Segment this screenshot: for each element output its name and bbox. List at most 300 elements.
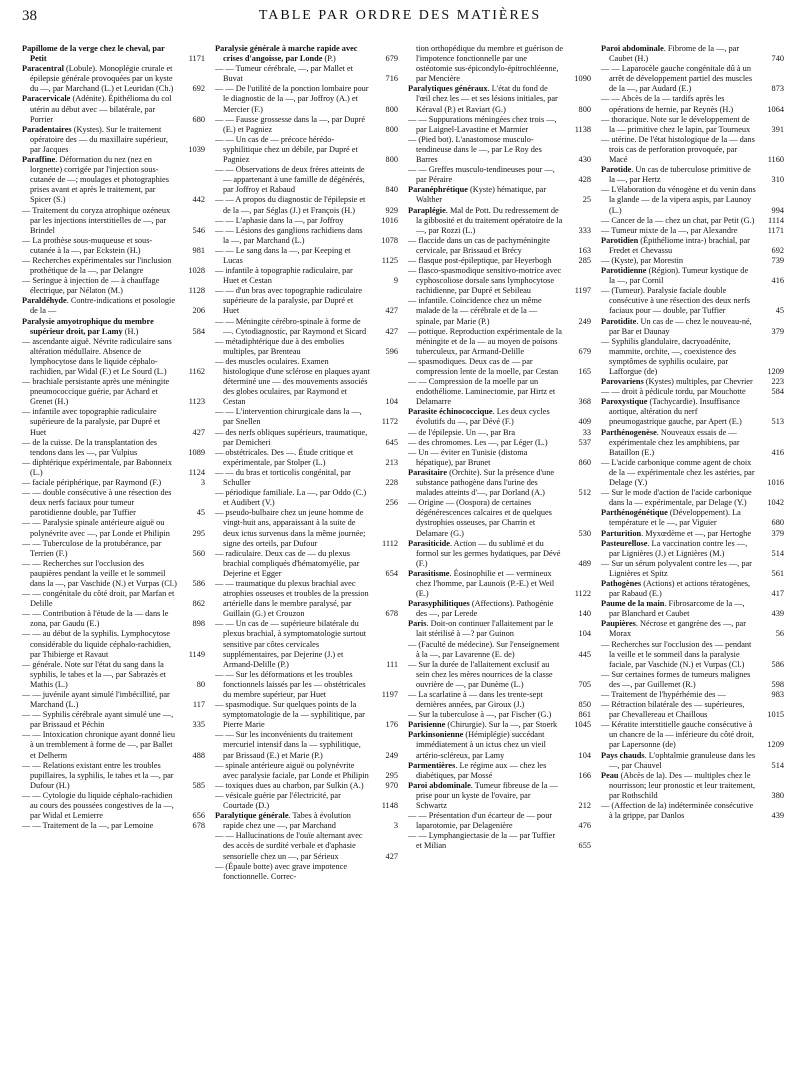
index-entry-page: 56 xyxy=(775,629,784,639)
index-entry-page: 1042 xyxy=(767,498,784,508)
index-entry xyxy=(22,478,205,488)
index-entry-text: — — L'intervention chirurgicale dans la —, par Snellen xyxy=(215,407,362,427)
index-entry xyxy=(22,337,205,377)
index-entry-page: 1122 xyxy=(574,589,591,599)
index-entry-page: 800 xyxy=(385,155,398,165)
index-headword: Parovariens xyxy=(601,377,646,387)
index-entry-page: 104 xyxy=(578,750,591,760)
index-entry xyxy=(215,286,398,316)
index-headword: Peau xyxy=(601,770,621,780)
index-entry xyxy=(215,831,398,861)
index-headword: Parasiticide xyxy=(408,538,450,548)
index-entry-page: 654 xyxy=(385,568,398,578)
index-entry-text: — flaccide dans un cas de pachyméningite cervicale, par Brissaud et Brécy xyxy=(408,235,550,255)
index-entry-text: Parasitisme. Éosinophilie et — vermineux chez l'homme, par Launois (P.-E.) et Weil (E.) xyxy=(408,568,555,599)
index-entry-page: 692 xyxy=(192,84,205,94)
index-entry-text: — (Épaule botte) avec grave impotence fonctionnelle. Correc- xyxy=(215,861,347,881)
index-entry-page: 166 xyxy=(578,770,591,780)
index-entry xyxy=(22,296,205,316)
index-entry xyxy=(22,206,205,236)
index-entry-page: 104 xyxy=(578,629,591,639)
index-entry-page: 1045 xyxy=(574,720,591,730)
index-entry xyxy=(408,539,591,569)
index-entry xyxy=(215,670,398,700)
index-entry xyxy=(22,94,205,124)
index-entry-text: Paroi abdominale. Tumeur fibreuse de la — prise pour un kyste de l'ovaire, par Schwartz xyxy=(408,780,558,811)
index-entry xyxy=(408,377,591,407)
index-entry-text: Paume de la main. Fibrosarcome de la —, par Blanchard et Caubet xyxy=(601,599,745,619)
index-entry-text: — — du bras et torticolis congénital, par Schuller xyxy=(215,467,351,488)
index-entry-page: 1209 xyxy=(767,367,784,376)
index-headword: Paris xyxy=(408,619,427,629)
index-entry-page: 140 xyxy=(578,609,591,619)
index-headword: Parasitaire xyxy=(408,467,450,477)
index-headword: Parasite échinococcique xyxy=(408,407,493,417)
index-entry xyxy=(601,700,784,720)
index-entry xyxy=(408,448,591,468)
index-entry-page: 584 xyxy=(771,387,784,397)
index-entry-text: — — Compression de la moelle par un endothéliome. Laminectomie, par Hirtz et Delamarre xyxy=(408,377,556,407)
index-entry-page: 285 xyxy=(578,255,591,265)
index-entry-text: — — juvénile ayant simulé l'imbécillité, par Marchand (L.) xyxy=(22,690,170,710)
index-entry-page: 1015 xyxy=(767,710,784,720)
index-entry-page: 1171 xyxy=(767,225,784,235)
index-entry-text: — Rétraction bilatérale des — supérieures, par Chevallereau et Chaillous xyxy=(601,700,745,720)
index-entry-page: 379 xyxy=(771,528,784,538)
index-entry-text: — — Un cas de — précoce hérédo-syphilitique chez un débile, par Dupré et Pagniez xyxy=(215,134,358,165)
index-entry xyxy=(215,468,398,488)
index-entry xyxy=(22,317,205,337)
index-entry-page: 117 xyxy=(192,700,205,710)
index-entry-page: 680 xyxy=(771,518,784,528)
index-entry-text: — infantile avec topographie radiculaire supérieure de la paralysie, par Dupré et Huet xyxy=(22,407,161,437)
index-entry-text: Parovariens (Kystes) multiples, par Chevrier xyxy=(601,377,753,387)
index-entry xyxy=(408,165,591,185)
index-entry-text: Parotide. Un cas de tuberculose primitive de la —, par Hertz xyxy=(601,165,751,185)
index-entry-page: 586 xyxy=(192,578,205,588)
index-headword: Paroxystique xyxy=(601,397,650,407)
index-headword: Pathogènes xyxy=(601,578,644,588)
index-entry-page: 1197 xyxy=(381,690,398,699)
index-columns xyxy=(22,44,784,1074)
index-entry-page: 680 xyxy=(192,114,205,124)
index-entry-text: Paralysie amyotrophique du membre supérieur droit, par Lamy (H.) xyxy=(22,316,154,336)
index-entry-text: — brachiale persistante après une méningite pneumococcique guérie, par Achard et Grenet (H.) xyxy=(22,377,170,407)
index-entry xyxy=(601,216,784,226)
index-entry xyxy=(215,195,398,215)
page-number: 38 xyxy=(22,8,37,24)
index-entry-page: 800 xyxy=(578,104,591,114)
index-entry xyxy=(22,559,205,589)
index-entry-text: — obstétricales. Des —. Étude critique et expérimentale, par Stolper (L.) xyxy=(215,447,354,467)
index-entry-text: — — Tuberculose de la protubérance, par Terrien (F.) xyxy=(22,538,162,558)
index-entry-page: 705 xyxy=(578,679,591,689)
index-entry xyxy=(408,660,591,690)
index-entry-page: 1028 xyxy=(188,266,205,276)
index-entry-page: 514 xyxy=(771,760,784,770)
index-entry-text: — périodique familiale. La —, par Oddo (C.) et Audibert (V.) xyxy=(215,488,367,508)
index-headword: Paracentral xyxy=(22,64,67,74)
index-entry-page: 1039 xyxy=(188,144,205,154)
index-entry-text: Paranéphrétique (Kyste) hématique, par Walther xyxy=(408,185,547,205)
index-entry-page: 489 xyxy=(578,558,591,568)
index-entry-text: — — Syphilis cérébrale ayant simulé une —, par Brissaud et Péchin xyxy=(22,710,174,730)
index-entry xyxy=(601,428,784,458)
index-entry xyxy=(215,407,398,427)
index-entry-page: 1171 xyxy=(188,54,205,64)
index-entry xyxy=(601,165,784,185)
index-entry-text: — — De l'utilité de la ponction lombaire pour le diagnostic de la —, par Joffroy (A.) et Mercier (F.) xyxy=(215,84,369,114)
index-entry xyxy=(22,589,205,609)
index-entry-text: — Syphilis glandulaire, dacryoadénite, mammite, orchite, —, coexistence des symptômes de syphilis oculaire, par Lafforgue (de) xyxy=(601,336,736,376)
index-entry-page: 546 xyxy=(192,225,205,235)
index-headword: Parmentières xyxy=(408,760,456,770)
index-headword: Paraffine xyxy=(22,155,56,165)
index-entry xyxy=(22,236,205,256)
index-entry-page: 873 xyxy=(771,84,784,94)
index-entry-text: Pasteurellose. La vaccination contre les —, par Lignières (J.) et Lignières (M.) xyxy=(601,538,748,558)
index-entry-page: 25 xyxy=(582,195,591,205)
index-entry-text: — diphtérique expérimentale, par Babonneix (L.) xyxy=(22,457,172,477)
index-entry-text: — (Affection de la) indéterminée consécutive à la grippe, par Danlos xyxy=(601,801,754,821)
index-entry-text: — — Fausse grossesse dans la —, par Dupré (E.) et Pagniez xyxy=(215,114,366,134)
index-entry xyxy=(601,529,784,539)
index-entry-text: Paracervicale (Adénite). Épithélioma du col utérin au début avec — bilatérale, par Porrier xyxy=(22,94,172,124)
index-entry xyxy=(22,518,205,538)
index-entry xyxy=(601,599,784,619)
index-entry-text: — des chromomes. Les —, par Léger (L.) xyxy=(408,437,548,447)
page-header xyxy=(22,8,778,30)
index-entry-text: Parkinsonienne (Hémiplégie) succédant immédiatement à un ictus chez un vieil artério-scléreux, par Lamy xyxy=(408,730,546,760)
index-entry-text: Parotidien (Épithéliome intra-) brachial, par Fredet et Chevassu xyxy=(601,235,750,255)
index-entry-text: Paralytique générale. Tabes à évolution rapide chez une —, par Marchand xyxy=(215,811,351,831)
index-entry-text: — — d'un bras avec topographie radiculaire supérieure de la paralysie, par Dupré et Huet xyxy=(215,286,363,316)
index-entry xyxy=(215,700,398,730)
index-entry-text: — L'élaboration du vénogène et du venin dans la glande — de la vipera aspis, par Launoy (L.) xyxy=(601,185,756,215)
index-entry-page: 256 xyxy=(385,498,398,508)
index-entry xyxy=(408,761,591,781)
index-entry-page: 163 xyxy=(578,245,591,255)
index-entry-page: 111 xyxy=(386,659,398,669)
index-entry-text: — — Contribution à l'étude de la — dans le zona, par Gaudu (E.) xyxy=(22,609,169,629)
index-entry xyxy=(22,438,205,458)
index-entry-text: — — A propos du diagnostic de l'épilepsie et de la —, par Séglas (J.) et François (H.) xyxy=(215,195,366,215)
index-entry xyxy=(601,185,784,215)
index-headword: Paralysie générale à marche rapide avec crises d'angoisse, par Londe xyxy=(215,44,358,64)
index-entry xyxy=(408,640,591,660)
index-entry xyxy=(408,690,591,710)
index-headword: Paraplégie xyxy=(408,205,446,215)
index-entry-page: 295 xyxy=(385,770,398,780)
index-entry-page: 655 xyxy=(578,841,591,851)
index-entry-text: — Seringue à injection de — à chauffage électrique, par Nélaton (M.) xyxy=(22,276,160,296)
index-entry xyxy=(601,94,784,114)
index-entry-page: 1124 xyxy=(188,467,205,477)
index-entry-text: — — droit à pédicule tordu, par Mouchotte xyxy=(601,387,746,397)
index-entry xyxy=(215,64,398,84)
index-entry xyxy=(215,357,398,407)
index-entry-text: — — Observations de deux frères atteints de — appartenant à une famille de dégénérés, par Joffroy et Rabaud xyxy=(215,165,365,195)
index-entry-text: — Un — éviter en Tunisie (distoma hépatique), par Brunet xyxy=(408,447,528,467)
index-entry xyxy=(408,710,591,720)
index-entry-text: — — Lésions des ganglions rachidiens dans la —, par Marchand (L.) xyxy=(215,225,363,245)
index-entry-text: — Traitement de l'hypérhémie des — xyxy=(601,690,726,699)
index-entry-text: Paupières. Nécrose et gangrène des —, par Morax xyxy=(601,619,747,639)
index-entry-text: — La scarlatine à — dans les trente-sept dernières années, par Giroux (J.) xyxy=(408,690,543,710)
index-entry-text: — des nerfs obliques supérieurs, traumatique, par Demicheri xyxy=(215,427,368,447)
index-headword: Paroi abdominale xyxy=(601,44,664,53)
index-entry xyxy=(22,125,205,155)
index-entry-text: Paraplégie. Mal de Pott. Du redressement de la gibbosité et du traitement opératoire de la —, par Rozzi (L.) xyxy=(408,205,563,235)
index-headword: Paume de la main xyxy=(601,599,665,609)
index-entry-text: Parasitaire (Orchite). Sur la présence d'une substance pathogène dans l'urine des malades atteints d'—, par Dorland (A.) xyxy=(408,467,555,498)
index-entry-page: 1162 xyxy=(188,367,205,376)
index-entry-text: Parthénogénétique (Développement). La température et le —, par Viguier xyxy=(601,508,741,528)
index-entry xyxy=(408,256,591,266)
index-entry xyxy=(408,407,591,427)
index-entry-page: 9 xyxy=(393,276,398,286)
index-entry-text: — L'acide carbonique comme agent de choix de la — expérimentale chez les astéries, par Delage (Y.) xyxy=(601,457,755,488)
index-entry xyxy=(408,438,591,448)
index-entry xyxy=(215,791,398,811)
index-entry xyxy=(408,84,591,114)
index-entry xyxy=(22,730,205,760)
index-entry-text: Paraldéhyde. Contre-indications et posologie de la — xyxy=(22,296,176,316)
index-entry-text: — Cancer de la — chez un chat, par Petit (G.) xyxy=(601,215,755,225)
index-entry-text: — (Pied bot). L'anastomose musculo-tendineuse dans le —, par Le Roy des Barres xyxy=(408,134,542,165)
index-headword: Paranéphrétique xyxy=(408,185,470,195)
index-entry xyxy=(408,115,591,135)
index-entry-page: 391 xyxy=(771,124,784,134)
index-entry-text: — des muscles oculaires. Examen histologique d'une sclérose en plaques ayant déterminé une — des mouvements associés des globes oculaires, par Raymond et Cestan xyxy=(215,356,370,407)
index-entry-text: — pseudo-bulbaire chez un jeune homme de vingt-huit ans, apparaissant à la suite de deux ictus survenus dans la même journée; signe des orteils, par Dufour xyxy=(215,508,366,548)
index-entry-text: Parthénogenèse. Nouveaux essais de — expérimentale chez les amphibiens, par Bataillon (E.) xyxy=(601,427,740,457)
index-entry-text: — vésicale guérie par l'électricité, par Courtade (D.) xyxy=(215,790,341,811)
index-entry-text: — infantile à topographie radiculaire, par Huet et Cestan xyxy=(215,266,353,286)
index-entry-page: 656 xyxy=(192,811,205,821)
index-entry-text: Paroi abdominale. Fibrome de la —, par Caubet (H.) xyxy=(601,44,740,64)
index-entry xyxy=(215,115,398,135)
index-entry xyxy=(601,337,784,377)
index-entry xyxy=(22,155,205,205)
index-entry-text: Paracentral (Lobule). Monoplégie crurale et épilepsie générale provoquées par un kyste du —, par Marchand (L.) et Leuridan (Ch.) xyxy=(22,64,174,94)
index-entry-text: Pays chauds. L'ophtalmie granuleuse dans les —, par Chauvel xyxy=(601,750,756,770)
index-entry-page: 679 xyxy=(578,346,591,356)
index-entry xyxy=(408,206,591,236)
index-entry xyxy=(408,498,591,538)
index-entry-page: 861 xyxy=(578,710,591,720)
index-entry xyxy=(22,488,205,518)
index-entry xyxy=(22,710,205,730)
index-entry xyxy=(408,781,591,811)
index-entry-page: 1016 xyxy=(767,478,784,488)
index-entry xyxy=(215,579,398,619)
index-headword: Parkinsonienne xyxy=(408,730,466,740)
index-entry-page: 530 xyxy=(578,528,591,538)
index-entry xyxy=(22,690,205,710)
index-entry xyxy=(215,448,398,468)
index-entry-text: — — Traitement de la —, par Lemoine xyxy=(22,821,154,831)
index-entry-page: 692 xyxy=(771,245,784,255)
index-entry xyxy=(408,468,591,498)
index-entry-text: Paralytiques généraux. L'état du fond de l'œil chez les — et ses lésions initiales, par Kéraval (P.) et Raviart (G.) xyxy=(408,84,558,114)
index-column-1 xyxy=(22,44,205,1074)
index-headword: Paupières xyxy=(601,619,636,629)
index-entry xyxy=(22,407,205,437)
index-entry-text: Parmentières. Le régime aux — chez les diabétiques, par Mossé xyxy=(408,760,547,780)
index-entry xyxy=(215,619,398,669)
index-entry xyxy=(408,730,591,760)
index-entry-page: 678 xyxy=(192,821,205,831)
index-entry xyxy=(408,327,591,357)
index-entry-text: — générale. Note sur l'état du sang dans la syphilis, le tabes et la —, par Sabrazès et Mathis (L.) xyxy=(22,659,166,689)
index-entry-page: 1089 xyxy=(188,447,205,457)
index-entry-page: 45 xyxy=(775,306,784,316)
index-entry-text: Parisienne (Chirurgie). Sur la —, par Stoerk xyxy=(408,720,558,730)
index-entry xyxy=(22,609,205,629)
index-entry-page: 380 xyxy=(771,790,784,800)
index-entry-text: — flasco-spasmodique sensitivo-motrice avec cyphoscoliose dorsale sans lymphocytose rachidienne, par Dupré et Sebileau xyxy=(408,266,562,296)
index-entry-page: 512 xyxy=(578,488,591,498)
index-entry-page: 409 xyxy=(578,417,591,427)
index-entry-text: — — L'aphasie dans la —, par Joffroy xyxy=(215,215,344,225)
index-entry-text: — Kératite interstitielle gauche consécutive à un chancre de la — inférieure du côté droit, par Lapersonne (de) xyxy=(601,720,754,750)
index-entry xyxy=(215,862,398,882)
index-entry xyxy=(22,377,205,407)
index-entry xyxy=(601,135,784,165)
index-entry-page: 862 xyxy=(192,599,205,609)
index-entry-text: — La prothèse sous-muqueuse et sous-cutanée à la —, par Eckstein (H.) xyxy=(22,235,153,255)
index-entry-text: — (Kyste), par Morestin xyxy=(601,255,684,265)
index-entry xyxy=(215,165,398,195)
index-entry xyxy=(408,44,591,84)
index-entry-text: — — double consécutive à une résection des deux nerfs faciaux pour tumeur parotidienne double, par Tuffier xyxy=(22,488,172,518)
index-entry-page: 427 xyxy=(385,326,398,336)
index-headword: Pasteurellose xyxy=(601,538,648,548)
index-entry xyxy=(215,226,398,246)
index-entry-text: — spasmodiques. Deux cas de — par compression lente de la moelle, par Cestan xyxy=(408,356,559,376)
index-entry xyxy=(408,236,591,256)
index-entry xyxy=(601,508,784,528)
index-headword: Parotide xyxy=(601,165,632,175)
index-entry-page: 333 xyxy=(578,225,591,235)
index-entry-text: — — Sur les inconvénients du traitement mercuriel intensif dans la — syphilitique, par Brissaud (E.) et Marie (P.) xyxy=(215,730,361,760)
index-entry xyxy=(601,44,784,64)
index-entry xyxy=(601,579,784,599)
index-headword: Paradentaires xyxy=(22,124,74,134)
index-entry xyxy=(22,276,205,296)
index-entry xyxy=(215,44,398,64)
index-column-4 xyxy=(601,44,784,1074)
index-entry-page: 439 xyxy=(771,811,784,821)
index-entry-page: 1148 xyxy=(381,801,398,811)
index-entry-page: 1125 xyxy=(381,255,398,265)
index-entry-page: 213 xyxy=(385,457,398,467)
index-entry-text: — faciale périphérique, par Raymond (F.) xyxy=(22,478,162,488)
index-entry-text: — — Intoxication chronique ayant donné lieu à un tremblement à forme de —, par Ballet et Delherm xyxy=(22,730,175,760)
index-entry-text: — Sur certaines formes de tumeurs malignes des —, par Guillemet (R.) xyxy=(601,669,751,689)
index-entry-page: 561 xyxy=(771,568,784,578)
index-entry-text: — Tumeur mixte de la —, par Alexandre xyxy=(601,225,738,235)
index-entry-page: 800 xyxy=(385,124,398,134)
index-entry-text: Parotidienne (Région). Tumeur kystique de la —, par Cornil xyxy=(601,266,749,286)
index-entry-text: — Origine — (Oospora) de certaines dégénérescences calcaires et de quelques dystrophies osseuses, par Charrin et Delamare (G.) xyxy=(408,498,552,538)
index-headword: Parasyphilitiques xyxy=(408,599,472,609)
index-entry-page: 206 xyxy=(192,306,205,316)
index-entry-text: Paraffine. Déformation du nez (nez en lorgnette) corrigée par l'injection sous-cutanée de —; moulages et photographies prises avant et après le traitement, par Spicer (S.) xyxy=(22,155,169,205)
index-entry xyxy=(215,730,398,760)
index-entry-page: 1209 xyxy=(767,740,784,750)
index-entry-text: — infantile. Coïncidence chez un même malade de la — cérébrale et de la — spinale, par Marie (P.) xyxy=(408,296,542,326)
index-entry-text: — métadiphtérique due à des embolies multiples, par Brenteau xyxy=(215,336,345,356)
index-entry-text: — utérine. De l'état histologique de la — dans trois cas de perforation provoquée, par Macé xyxy=(601,134,755,165)
index-entry-text: — — Recherches sur l'occlusion des paupières pendant la veille et le sommeil dans la —, par Vaschide (N.) et Vurpas (Cl.) xyxy=(22,558,177,588)
index-entry-page: 176 xyxy=(385,720,398,730)
index-entry xyxy=(408,296,591,326)
index-entry-text: Peau (Abcès de la). Des — multiples chez le nourrisson; leur pronostic et leur traitement, par Rothschild xyxy=(601,770,756,800)
index-entry-page: 33 xyxy=(582,427,591,437)
index-entry-text: — Recherches sur l'occlusion des — pendant la veille et le sommeil dans la paralysie faciale, par Vaschide (N.) et Vurpas (Cl.) xyxy=(601,639,752,669)
index-entry-text: — Traitement du coryza atrophique ozéneux par les injections interstitielles de —, par Brindel xyxy=(22,205,171,235)
index-entry-page: 442 xyxy=(192,195,205,205)
index-entry-page: 295 xyxy=(192,528,205,538)
index-entry-page: 513 xyxy=(771,417,784,427)
index-entry-page: 1016 xyxy=(381,215,398,225)
index-entry-text: — (Faculté de médecine). Sur l'enseignement à la —, par Lavarenne (E. de) xyxy=(408,639,560,659)
index-entry-text: — Sur la tuberculose à —, par Fischer (G.) xyxy=(408,710,552,720)
index-entry-page: 249 xyxy=(385,750,398,760)
index-entry-text: — — Méningite cérébro-spinale à forme de —. Cytodiagnostic, par Raymond et Sicard xyxy=(215,316,367,336)
index-entry-page: 970 xyxy=(385,780,398,790)
index-entry xyxy=(408,357,591,377)
index-entry xyxy=(601,115,784,135)
index-entry-text: — Sur la durée de l'allaitement exclusif au sein chez les mères nourrices de la classe ouvrière de —, par Dunème (L.) xyxy=(408,659,553,689)
index-headword: Paracervicale xyxy=(22,94,73,104)
index-entry-text: — — Abcès de la — tardifs après les opérations de hernie, par Reynès (H.) xyxy=(601,94,734,114)
index-entry-text: — Sur le mode d'action de l'acide carbonique dans la — expérimentale, par Delage (Y.) xyxy=(601,488,752,508)
index-entry-page: 716 xyxy=(385,74,398,84)
index-entry-text: Paris. Doit-on continuer l'allaitement par le lait stérilisé à —? par Guinon xyxy=(408,619,554,639)
index-entry-page: 80 xyxy=(196,679,205,689)
index-entry-text: — spinale antérieure aiguë ou polynévrite avec paralysie faciale, par Londe et Philipin xyxy=(215,760,369,780)
index-entry-text: — — Tumeur cérébrale, —, par Mallet et Buvat xyxy=(215,64,354,84)
index-entry-page: 488 xyxy=(192,750,205,760)
index-entry-text: — — Paralysie spinale antérieure aiguë ou polynévrite avec —, par Londe et Philipin xyxy=(22,518,170,538)
index-headword: Parturition xyxy=(601,528,642,538)
index-entry-page: 1197 xyxy=(574,286,591,296)
index-entry-page: 585 xyxy=(192,780,205,790)
index-entry-page: 228 xyxy=(385,478,398,488)
index-entry-page: 3 xyxy=(393,821,398,831)
index-headword: Parotidienne xyxy=(601,266,649,276)
index-entry-text: — — Le sang dans la —, par Keeping et Lucas xyxy=(215,245,351,265)
index-entry-page: 981 xyxy=(192,245,205,255)
index-entry-text: — spasmodique. Sur quelques points de la symptomatologie de la — syphilitique, par Pierre Marie xyxy=(215,700,365,730)
index-entry-page: 1090 xyxy=(574,74,591,84)
index-headword: Paralysie amyotrophique du membre supérieur droit, par Lamy xyxy=(22,316,154,336)
index-entry xyxy=(601,751,784,771)
index-entry-page: 104 xyxy=(385,397,398,407)
index-entry-text: — — Laparocèle gauche congénitale dû à un arrêt de développement partiel des muscles de la —, par Audard (E.) xyxy=(601,64,753,94)
index-entry xyxy=(215,266,398,286)
index-entry-text: — toxiques dues au charbon, par Sulkin (A.) xyxy=(215,780,364,790)
index-entry-page: 983 xyxy=(771,690,784,699)
index-entry-page: 212 xyxy=(578,801,591,811)
index-entry xyxy=(215,246,398,266)
index-headword: Parasitisme xyxy=(408,568,450,578)
index-entry xyxy=(215,317,398,337)
index-headword: Paroi abdominale xyxy=(408,780,471,790)
